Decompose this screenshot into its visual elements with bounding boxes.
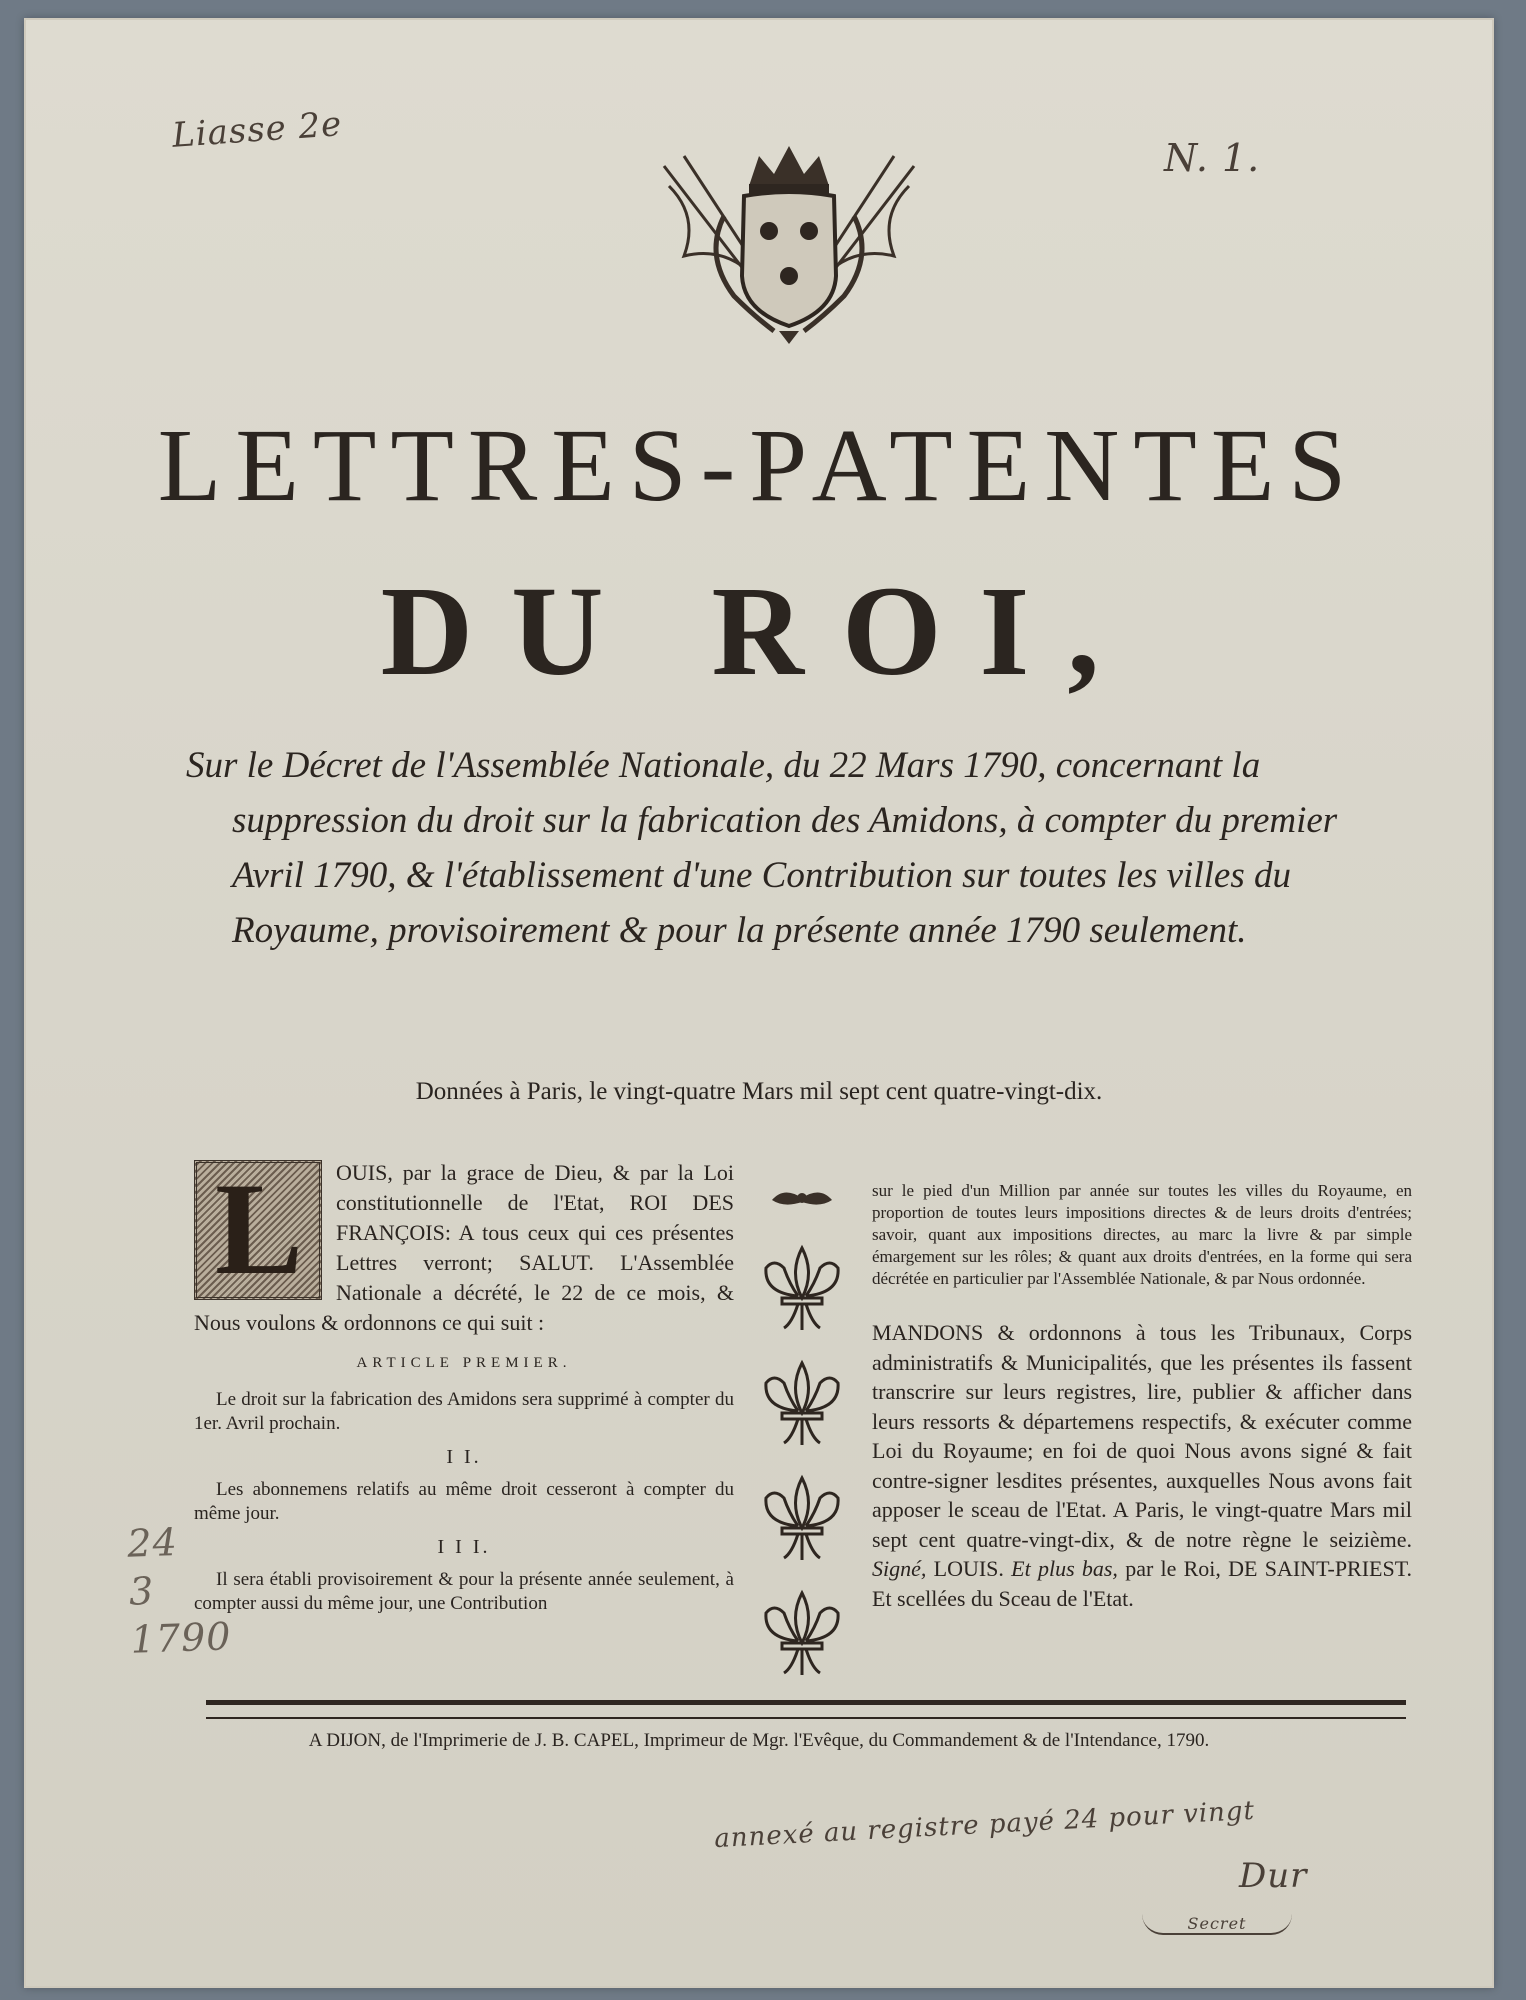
handwritten-note-number: N. 1. — [1164, 136, 1261, 180]
left-column — [194, 1155, 734, 1616]
fleur-de-lis-icon — [766, 1363, 838, 1445]
roi-des-francois: ROI DES FRANÇOIS — [336, 1190, 734, 1245]
decorated-initial — [194, 1155, 322, 1302]
fleur-de-lis-icon — [766, 1478, 838, 1560]
decree-subtitle — [186, 738, 1406, 958]
title-lettres-patentes: LETTRES-PATENTES — [157, 408, 1361, 523]
mandons-paragraph — [872, 1318, 1412, 1613]
article-3-text: Il sera établi provisoirement & pour la présente année seulement, à compter aussi du même jour, une Contribution — [194, 1569, 734, 1614]
handwritten-secretary-mark: Secret — [1142, 1914, 1292, 1935]
floral-ornament-icon — [772, 1192, 832, 1204]
fleur-de-lis-ornaments — [754, 1178, 850, 1688]
salut: SALUT. — [519, 1250, 594, 1275]
fleur-de-lis-icon — [766, 1593, 838, 1675]
royal-coat-of-arms-icon — [644, 126, 934, 346]
initial-letter: L — [215, 1155, 304, 1302]
decree-subtitle-text: Sur le Décret de l'Assemblée Nationale, du 22 Mars 1790, concernant la suppression du droit sur la fabrication des Amidons, à compter du premier Avril 1790, & l'établissement d'une Contribution sur toutes les villes du Royaume, provisoirement & pour la présente année 1790 seulement. — [186, 745, 1338, 951]
handwritten-registry-note: annexé au registre payé 24 pour vingt — [713, 1795, 1256, 1855]
document-sheet — [24, 18, 1494, 1988]
intro-part2: : A tous ceux qui ces présentes Lettres verront; — [336, 1220, 734, 1275]
article-3-continuation: sur le pied d'un Million par année sur toutes les villes du Royaume, en proportion de toutes leurs impositions directes & de leurs droits d'entrées; savoir, quant aux impositions directes, au marc la livre & par simple émargement sur les rôles; & quant aux droits d'entrées, en la forme qui sera décrétée en particulier par l'Assemblée Nationale, & par Nous ordonnée. — [872, 1181, 1412, 1288]
article-premier-heading: ARTICLE PREMIER. — [356, 1355, 572, 1371]
margin-numbers — [127, 1516, 233, 1663]
article-2-number: I I. — [446, 1446, 482, 1468]
mandons-lead: MANDONS — [872, 1320, 984, 1345]
fleur-de-lis-icon — [766, 1248, 838, 1330]
margin-number: 1790 — [129, 1614, 233, 1662]
par-le-roi: par le Roi, — [1125, 1556, 1221, 1581]
handwritten-signature: Dur — [1239, 1856, 1308, 1896]
intro-part1: OUIS, par la grace de Dieu, & par la Loi constitutionnelle de l'Etat, — [336, 1160, 734, 1215]
dateline: Données à Paris, le vingt-quatre Mars mil sept cent quatre-vingt-dix. — [415, 1078, 1103, 1105]
printer-imprint: A DIJON, de l'Imprimerie de J. B. CAPEL, Imprimeur de Mgr. l'Evêque, du Commandement & de l'Intendance, 1790. — [308, 1730, 1210, 1751]
article-3-number: I I I. — [437, 1536, 491, 1558]
handwritten-note-liasse: Liasse 2e — [170, 104, 344, 156]
double-rule-divider — [206, 1700, 1406, 1719]
margin-number: 3 — [128, 1568, 155, 1614]
saint-priest: DE SAINT-PRIEST. — [1228, 1556, 1413, 1581]
title-du-roi: DU ROI, — [380, 560, 1138, 702]
signe-label: Signé, — [872, 1556, 927, 1581]
right-column — [872, 1180, 1412, 1613]
intro-part3: L'Assemblée Nationale a décrété, le 22 de ce mois, & Nous voulons & ordonnons ce qui suit : — [194, 1250, 734, 1335]
mandons-text: & ordonnons à tous les Tribunaux, Corps administratifs & Municipalités, que les présentes ils fassent transcrire sur leurs registres, lire, publier & afficher dans leurs ressorts & départemens respectifs, & exécuter comme Loi du Royaume; en foi de quoi Nous avons signé & fait contre-signer lesdites présentes, auxquelles Nous avons fait apposer le sceau de l'Etat. A Paris, le vingt-quatre Mars mil sept cent quatre-vingt-dix, & de notre règne le seizième. — [872, 1320, 1413, 1552]
article-2-text: Les abonnemens relatifs au même droit cesseront à compter du même jour. — [194, 1479, 734, 1524]
et-plus-bas: Et plus bas, — [1011, 1556, 1118, 1581]
scellees-text: Et scellées du Sceau de l'Etat. — [872, 1585, 1134, 1611]
margin-number: 24 — [126, 1520, 179, 1566]
louis-signature: LOUIS. — [933, 1556, 1004, 1581]
article-1-text: Le droit sur la fabrication des Amidons sera supprimé à compter du 1er. Avril prochain. — [194, 1389, 734, 1434]
